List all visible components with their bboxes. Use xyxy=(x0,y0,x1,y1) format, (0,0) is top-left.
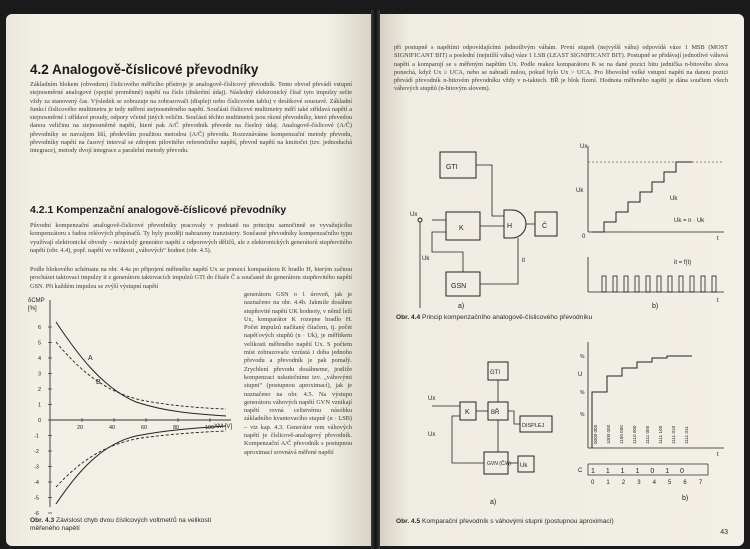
right-top-paragraph: při postupně s napětími odpovídajícími jednotlivým váhám. První stupeň (nejvyšší váhu) odpovídá váze 1 MSB (MOST SIGNIFICANT BIT) a poslední (nejnižší váha) váze 1 LSB (LEAST SIGNIFICANT BIT). Postupně se přidávají jednotlivé váhová napětí a komparují se s měřeným napětím Ux. Podle reakce komparátoru K se na dané pozici bitu jednička n-bitového slova ponechá, když Ux ≥ UCA, nebo se nahradí nulou, pokud bylo Ux > UCA. Pro libovolně velké vstupní napětí na danou pozici převádí převodník n-bitovém převodníku vždy v n-taktech. BŘ je blok řízení. Hodnota měřeného napětí je dána součtem všech váhových stupňů (n-bitovým slovem). xyxy=(394,44,728,93)
fig45-u-label: U xyxy=(578,372,583,378)
clock-pulse xyxy=(679,276,683,292)
curve-label-a: A xyxy=(88,355,93,362)
plot-uk-label: Uk xyxy=(576,188,584,194)
fig45-sub-a: a) xyxy=(490,499,497,506)
right-page xyxy=(380,14,744,546)
it-formula: it = f(t) xyxy=(674,260,692,266)
clock-pulse xyxy=(646,276,650,292)
bit-values: 1 1 1 1 0 1 0 xyxy=(591,468,689,475)
y-tick-label: -4 xyxy=(34,480,39,486)
fig45-block-diagram xyxy=(428,362,552,506)
fig45-gti-label: GTI xyxy=(490,370,500,376)
bit-code: 1110 000 xyxy=(632,425,637,444)
fig45-gvn-label: GVN (Č/A) xyxy=(487,461,511,467)
curve-b-upper xyxy=(56,342,226,409)
plot-ux-label: Ux xyxy=(580,144,588,150)
comparator-label: K xyxy=(459,225,464,232)
step-digits: 0 1 2 3 4 5 6 7 xyxy=(591,480,708,486)
x-tick-label: 40 xyxy=(109,425,116,431)
fig45-v3: % xyxy=(580,412,585,418)
y-tick-label: 5 xyxy=(38,340,42,347)
fig45-k-label: K xyxy=(465,409,470,416)
fig45-v2: % xyxy=(580,390,585,396)
fig44-it-label: it xyxy=(522,258,525,264)
figure-4-4 xyxy=(392,132,732,312)
x-axis-label: XM [V] xyxy=(214,424,233,430)
fig44-ux-label: Ux xyxy=(410,212,418,218)
clock-pulse xyxy=(701,276,705,292)
intro-paragraph: Základním blokem (obvodem) číslicového měřicího přístroje je analogově-číslicový převodník. Tento obvod převádí vstupní stejnosměrné analogové (spojité proměnné) napětí na číslo (diskrétní údaj). Následný elektronický čítač tyto impulzy sečte vždy za stanovený čas. Výsledek se zobrazuje na zobrazovači (displeji nebo číslicovém tablu) v desítkové soustavě. Základní funkcí číslicového multimetru je tedy měření stejnosměrného napětí. Součástí číslicové multimetry měří také střídavá napětí a stejnosměrné i střídavé proudy, odpory včetně jiných veličin. Součástí těchto multimetrů jsou různé převodníky, které převedou danou veličinu na stejnosměrné napětí, které pak A/Č převodník převede na číselný údaj. Analogově-číslicové (A/Č) převodníky se navzájem liší, především použitou metodou (A/Č) převodu. Rozeznáváme kompenzační metody převodu, převodníky napětí na časový interval se zdrojem pilovitého referenčního napětí, převod napětí na kmitočet (tzv. jednoduchá integrace), metody dvojí integrace a paralelní metody převodu. xyxy=(30,81,352,155)
gsn-label: GSN xyxy=(451,283,467,290)
bit-code: 1111 100 xyxy=(658,425,663,444)
y-tick-label: 4 xyxy=(38,356,42,362)
clock-pulse xyxy=(712,276,716,292)
clock-pulse xyxy=(602,276,606,292)
curve-label-b: B xyxy=(96,379,101,386)
clock-pulse xyxy=(690,276,694,292)
error-plot xyxy=(26,292,240,517)
fig44-waveforms xyxy=(576,144,724,310)
y-tick-label: 6 xyxy=(38,325,42,331)
fig44-sub-a: a) xyxy=(458,303,465,310)
bit-code: 1111 011 xyxy=(684,426,689,444)
y-tick-label: -1 xyxy=(34,433,39,440)
caption45-text: Komparační převodník s váhovými stupni (postupnou aproximací) xyxy=(422,518,614,525)
figure-caption-4-4 xyxy=(396,314,726,322)
clock-pulse xyxy=(635,276,639,292)
y-tick-label: 1 xyxy=(38,402,42,409)
y-tick-label: 2 xyxy=(38,387,42,393)
bit-code: 1100 000 xyxy=(619,425,624,444)
y-tick-label: -6 xyxy=(34,511,39,517)
x-tick-label: 20 xyxy=(77,425,84,431)
figure-4-5 xyxy=(392,332,732,512)
x-tick-label: 80 xyxy=(173,425,180,431)
y-tick-label: 0 xyxy=(38,418,42,424)
x-tick-label: 100 xyxy=(205,425,215,431)
clock-pulse xyxy=(668,276,672,292)
fig44-uk-label: Uk xyxy=(422,256,430,262)
fig45-v1: % xyxy=(580,354,585,360)
book-spine xyxy=(371,10,380,549)
fig45-uk-label: Uk xyxy=(520,463,528,469)
y-axis-unit: [%] xyxy=(28,306,37,312)
y-tick-label: -3 xyxy=(34,464,39,471)
caption-text: Závislost chyb dvou číslicových voltmetrů na velikosti měřeného napětí xyxy=(30,517,212,533)
gate-label: H xyxy=(507,223,513,230)
bit-code: 0000 000 xyxy=(593,424,598,444)
fig45-sub-b: b) xyxy=(682,495,689,502)
bit-code: 1000 000 xyxy=(606,424,611,444)
fig45-waveforms xyxy=(578,342,724,502)
clock-pulses xyxy=(602,276,716,292)
caption45-label: Obr. 4.5 xyxy=(396,518,421,525)
fig45-ux-label-2: Ux xyxy=(428,432,436,438)
page-number: 43 xyxy=(720,529,728,536)
clock-pulse xyxy=(624,276,628,292)
gti-label: GTI xyxy=(446,164,458,171)
plot-zero: 0 xyxy=(582,234,586,240)
fig45-c-label: C xyxy=(578,468,583,474)
caption-label: Obr. 4.3 xyxy=(30,517,55,524)
chapter-title: 4.2 Analogově-číslicové převodníky xyxy=(30,62,259,77)
fig45-br-label: BŘ xyxy=(491,410,500,416)
y-ticks xyxy=(34,325,52,517)
bit-code: 1111 000 xyxy=(645,425,650,444)
left-page xyxy=(6,14,371,546)
column-paragraph: generátoru GSN o 1 úroveň, jak je naznačeno na obr. 4.4b. Jakmile dosáhne stupňovité napětí UK hodnoty, v němž leží Ux, komparátor K rozepne hradlo H. Počet impulzů načítaný čítačem, tj. počet napěťových stupňů (n · Uk), je měřítkem velikosti měřeného napětí Ux. S počtem míst zobrazovače vzrůstá i doba jednoho převodu a převodník je pak pomalý. Zrychlení převodu dosáhneme, jestliže kompenzaci uskutečníme tzv. „váhovými stupni“ (postupnou aproximací), jak je naznačeno na obr. 4.5. Na výstupu generátoru váhových napětí GVN vznikají napětí rovná celistvému násobku základního kvantovacího stupně (n · LSB) – viz kap. 4.3. Generátor rem váhových napětí je číslicově-analogový převodník. Kompenzační A/Č převodník s postupnou aproximací srovnává měřené napětí xyxy=(244,291,352,456)
fig44-sub-b: b) xyxy=(652,303,659,310)
section-paragraph-2: Podle blokového schématu na obr. 4.4a po připojení měřeného napětí Ux se pomocí komparátoru K hradlo H, kterým začnou procházet taktovací impulzy it z generátoru taktovacích impulzů GTI do čítače Č a současně do generátoru stupňovitého napětí GSN. Při každém impulzu se zvýší výstupní napětí xyxy=(30,266,352,290)
y-tick-label: -5 xyxy=(34,495,39,502)
section-paragraph: Původní kompenzační analogově-číslicové převodníky pracovaly v podstatě na principu samočinně se vyvažujícího kompenzátoru s řadou reléových přepínačů. Ty byly později nahrazeny tranzistory. Současné převodníky kompenzačního typu využívají elektronické obvody – nezávislý generátor napětí z odporových děličů, ale z elektronických generátorů stupňovitého napětí (obr. 4.4), popř. napětí ve velikosti „váhových“ hodnot (obr. 4.5). xyxy=(30,222,352,254)
uk-formula: Uk = n · Uk xyxy=(674,218,705,224)
pulse-t-label: t xyxy=(717,298,719,304)
fig45-t-label: t xyxy=(717,452,719,458)
bit-codes xyxy=(593,424,689,444)
section-title: 4.2.1 Kompenzační analogově-číslicové převodníky xyxy=(30,204,287,216)
clock-pulse xyxy=(613,276,617,292)
fig45-ux-label: Ux xyxy=(428,396,436,402)
caption44-label: Obr. 4.4 xyxy=(396,314,421,321)
y-axis-label: δCMP xyxy=(28,298,45,304)
y-tick-label: -2 xyxy=(34,449,39,455)
plot-t-label: t xyxy=(717,236,719,242)
fig45-displej-label: DISPLEJ xyxy=(522,423,545,429)
figure-caption-4-5 xyxy=(396,518,726,526)
y-tick-label: 3 xyxy=(38,371,42,378)
clock-pulse xyxy=(657,276,661,292)
figure-caption-4-3 xyxy=(30,517,240,533)
fig44-block-diagram xyxy=(410,152,557,310)
caption44-text: Princip kompenzačního analogově-číslicového převodníku xyxy=(422,314,593,321)
step-uk-label: Uk xyxy=(670,196,678,202)
curve-b-lower xyxy=(56,431,226,487)
bit-code: 1111 010 xyxy=(671,425,676,444)
x-tick-label: 60 xyxy=(141,425,148,431)
counter-label: Č xyxy=(542,223,548,230)
